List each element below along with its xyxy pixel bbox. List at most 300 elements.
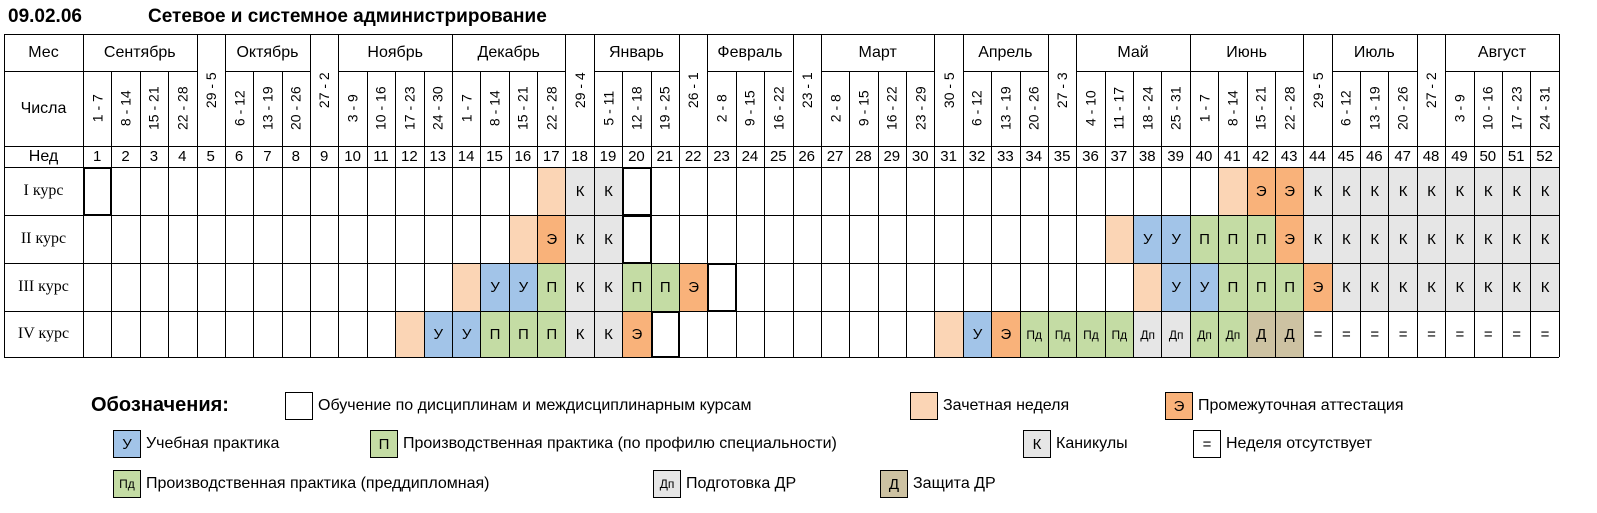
month-label: Апрель bbox=[978, 43, 1033, 61]
schedule-cell: = bbox=[1418, 312, 1445, 357]
month-label: Сентябрь bbox=[103, 43, 176, 61]
schedule-cell bbox=[510, 216, 537, 263]
grid-line bbox=[622, 262, 650, 264]
grid-line bbox=[594, 34, 595, 71]
date-range-label: 9 - 15 bbox=[855, 90, 872, 127]
schedule-cell: К bbox=[566, 264, 593, 311]
week-number: 28 bbox=[855, 148, 872, 165]
grid-line bbox=[934, 34, 935, 71]
grid-line bbox=[679, 34, 680, 71]
grid-line bbox=[4, 357, 1559, 358]
grid-line bbox=[225, 34, 226, 71]
grid-line bbox=[140, 71, 141, 357]
grid-line bbox=[622, 167, 624, 215]
month-transition-label: 29 - 4 bbox=[571, 72, 588, 108]
schedule-cell: К bbox=[1389, 168, 1416, 215]
grid-line bbox=[1020, 71, 1021, 357]
grid-line bbox=[1048, 34, 1049, 71]
schedule-cell: Д bbox=[1248, 312, 1275, 357]
grid-line bbox=[707, 310, 735, 312]
week-number: 15 bbox=[486, 148, 503, 165]
week-number: 46 bbox=[1365, 148, 1383, 165]
month-label: Май bbox=[1117, 43, 1149, 61]
date-range-label: 10 - 16 bbox=[1479, 86, 1496, 131]
schedule-cell: К bbox=[566, 312, 593, 357]
legend-label: Обучение по дисциплинам и междисциплинарным курсам bbox=[318, 397, 752, 414]
course-label: I курс bbox=[23, 182, 64, 199]
week-number: 25 bbox=[769, 148, 787, 165]
legend-swatch: Пд bbox=[113, 470, 141, 498]
schedule-cell bbox=[1134, 264, 1161, 311]
week-number: 21 bbox=[656, 148, 674, 165]
schedule-cell: = bbox=[1446, 312, 1473, 357]
legend-swatch: У bbox=[113, 430, 141, 458]
date-range-label: 8 - 14 bbox=[486, 90, 503, 127]
grid-line bbox=[1445, 71, 1446, 357]
legend-swatch bbox=[910, 392, 938, 420]
week-number: 47 bbox=[1394, 148, 1411, 165]
week-number: 3 bbox=[149, 148, 159, 165]
week-number: 9 bbox=[320, 148, 329, 165]
schedule-cell: П bbox=[1248, 216, 1275, 263]
legend-label: Производственная практика (по профилю специальности) bbox=[403, 435, 837, 452]
week-number: 10 bbox=[344, 148, 361, 165]
grid-line bbox=[594, 71, 595, 357]
grid-line bbox=[1502, 71, 1503, 357]
grid-line bbox=[1076, 71, 1077, 357]
week-number: 31 bbox=[940, 148, 957, 165]
date-range-label: 1 - 7 bbox=[458, 94, 475, 123]
schedule-cell: К bbox=[1446, 216, 1473, 263]
schedule-cell: Э bbox=[623, 312, 650, 357]
grid-line bbox=[991, 71, 992, 357]
grid-line bbox=[793, 34, 794, 71]
grid-line bbox=[594, 71, 679, 72]
date-range-label: 24 - 31 bbox=[1536, 86, 1553, 131]
schedule-cell: К bbox=[1361, 264, 1388, 311]
date-range-label: 15 - 21 bbox=[1252, 86, 1269, 131]
date-range-label: 5 - 11 bbox=[600, 91, 617, 126]
schedule-cell: У bbox=[425, 312, 452, 357]
legend-item bbox=[1193, 430, 1372, 458]
week-number: 7 bbox=[263, 148, 272, 165]
week-number: 11 bbox=[373, 148, 389, 165]
schedule-cell: К bbox=[1475, 168, 1502, 215]
grid-line bbox=[4, 34, 5, 357]
grid-line bbox=[4, 34, 1559, 35]
grid-line bbox=[367, 71, 368, 357]
grid-line bbox=[650, 167, 652, 215]
month-transition-label: 30 - 5 bbox=[940, 72, 957, 108]
schedule-cell bbox=[453, 264, 480, 311]
grid-line bbox=[1530, 71, 1531, 357]
grid-line bbox=[651, 311, 653, 357]
grid-line bbox=[1474, 71, 1475, 357]
schedule-cell: К bbox=[1475, 264, 1502, 311]
grid-line bbox=[424, 71, 425, 357]
grid-line bbox=[1388, 71, 1389, 357]
month-label: Февраль bbox=[717, 43, 783, 61]
schedule-cell: У bbox=[1162, 216, 1189, 263]
legend-item bbox=[113, 430, 279, 458]
specialty-name: Сетевое и системное администрирование bbox=[148, 6, 547, 27]
grid-line bbox=[83, 167, 111, 169]
week-number: 23 bbox=[713, 148, 730, 165]
week-number: 6 bbox=[234, 148, 244, 165]
schedule-cell: У bbox=[1134, 216, 1161, 263]
month-label: Ноябрь bbox=[367, 43, 423, 61]
month-transition-label: 27 - 3 bbox=[1054, 72, 1071, 108]
grid-line bbox=[310, 71, 311, 357]
schedule-cell: Пд bbox=[1021, 312, 1048, 357]
grid-line bbox=[1445, 34, 1446, 71]
schedule-cell: К bbox=[1418, 264, 1445, 311]
grid-line bbox=[83, 214, 111, 216]
date-range-label: 23 - 29 bbox=[912, 86, 929, 131]
date-range-label: 9 - 15 bbox=[741, 90, 758, 127]
grid-line bbox=[1332, 71, 1333, 357]
schedule-cell: К bbox=[1389, 216, 1416, 263]
week-number: 41 bbox=[1224, 148, 1241, 165]
grid-line bbox=[253, 71, 254, 357]
legend-label: Неделя отсутствует bbox=[1226, 435, 1373, 452]
schedule-cell: К bbox=[1361, 216, 1388, 263]
schedule-cell: П bbox=[1219, 216, 1246, 263]
grid-line bbox=[1133, 71, 1134, 357]
date-range-label: 25 - 31 bbox=[1167, 86, 1184, 131]
date-range-label: 20 - 26 bbox=[287, 86, 304, 131]
grid-line bbox=[282, 71, 283, 357]
week-number: 34 bbox=[1025, 148, 1043, 165]
schedule-cell: К bbox=[1446, 264, 1473, 311]
week-number: 18 bbox=[571, 148, 588, 165]
week-number: 4 bbox=[178, 148, 187, 165]
grid-line bbox=[1190, 34, 1191, 71]
grid-line bbox=[168, 71, 169, 357]
legend-label: Промежуточная аттестация bbox=[1198, 397, 1404, 414]
date-range-label: 13 - 19 bbox=[997, 86, 1014, 131]
date-range-label: 20 - 26 bbox=[1394, 86, 1411, 131]
grid-line bbox=[1048, 71, 1049, 357]
week-number: 1 bbox=[93, 148, 102, 165]
week-number: 33 bbox=[997, 148, 1014, 165]
week-number: 12 bbox=[401, 148, 418, 165]
grid-line bbox=[1559, 34, 1560, 71]
grid-line bbox=[537, 71, 538, 357]
schedule-cell: К bbox=[1531, 216, 1558, 263]
row-label-week: Нед bbox=[28, 147, 59, 165]
grid-line bbox=[622, 215, 650, 217]
date-range-label: 22 - 28 bbox=[1281, 86, 1298, 131]
grid-line bbox=[1303, 71, 1304, 357]
row-label-month: Мес bbox=[28, 43, 59, 61]
month-transition-label: 26 - 1 bbox=[685, 72, 702, 108]
grid-line bbox=[338, 34, 339, 71]
schedule-cell bbox=[1106, 216, 1133, 263]
date-range-label: 22 - 28 bbox=[174, 86, 191, 131]
row-label-dates: Числа bbox=[20, 99, 67, 117]
legend-label: Учебная практика bbox=[146, 435, 280, 452]
schedule-cell: = bbox=[1531, 312, 1558, 357]
month-transition-label: 29 - 5 bbox=[1309, 72, 1326, 108]
schedule-cell bbox=[1219, 168, 1246, 215]
month-label: Июнь bbox=[1226, 43, 1267, 61]
grid-line bbox=[622, 167, 650, 169]
grid-line bbox=[1559, 34, 1560, 357]
date-range-label: 10 - 16 bbox=[372, 86, 389, 131]
legend-label: Подготовка ДР bbox=[686, 475, 797, 492]
grid-line bbox=[707, 263, 709, 311]
date-range-label: 2 - 8 bbox=[713, 94, 730, 123]
grid-line bbox=[764, 71, 765, 357]
grid-line bbox=[1190, 71, 1191, 357]
schedule-cell: П bbox=[510, 312, 537, 357]
grid-line bbox=[509, 71, 510, 357]
week-number: 16 bbox=[514, 148, 532, 165]
schedule-cell: П bbox=[538, 264, 565, 311]
grid-line bbox=[4, 146, 1559, 147]
schedule-cell: П bbox=[1219, 264, 1246, 311]
grid-line bbox=[225, 71, 226, 357]
legend-item bbox=[1165, 392, 1404, 420]
schedule-cell: П bbox=[1248, 264, 1275, 311]
schedule-cell: = bbox=[1304, 312, 1331, 357]
week-number: 39 bbox=[1167, 148, 1184, 165]
week-number: 13 bbox=[429, 148, 447, 165]
week-number: 42 bbox=[1252, 148, 1270, 165]
schedule-cell: П bbox=[481, 312, 508, 357]
week-number: 37 bbox=[1110, 148, 1128, 165]
grid-line bbox=[1417, 34, 1418, 71]
grid-line bbox=[678, 311, 680, 357]
grid-line bbox=[1332, 71, 1417, 72]
schedule-cell: П bbox=[1191, 216, 1218, 263]
schedule-cell: К bbox=[1503, 216, 1530, 263]
course-label: III курс bbox=[18, 278, 69, 295]
schedule-cell: Дп bbox=[1219, 312, 1246, 357]
schedule-cell: К bbox=[566, 216, 593, 263]
week-number: 27 bbox=[826, 148, 844, 165]
grid-line bbox=[1360, 71, 1361, 357]
grid-line bbox=[83, 167, 85, 215]
week-number: 45 bbox=[1337, 148, 1355, 165]
week-number: 49 bbox=[1451, 148, 1468, 165]
schedule-cell: К bbox=[1503, 168, 1530, 215]
schedule-cell: Э bbox=[1276, 168, 1303, 215]
week-number: 5 bbox=[206, 148, 215, 165]
grid-line bbox=[310, 34, 311, 71]
schedule-cell: Пд bbox=[1106, 312, 1133, 357]
schedule-cell: К bbox=[1531, 264, 1558, 311]
schedule-cell: К bbox=[1333, 168, 1360, 215]
week-number: 48 bbox=[1422, 148, 1440, 165]
legend-item bbox=[370, 430, 837, 458]
date-range-label: 12 - 18 bbox=[628, 86, 645, 131]
schedule-cell: = bbox=[1361, 312, 1388, 357]
grid-line bbox=[480, 71, 481, 357]
schedule-cell: Э bbox=[1304, 264, 1331, 311]
schedule-cell: Д bbox=[1276, 312, 1303, 357]
grid-line bbox=[565, 71, 566, 357]
grid-line bbox=[1161, 71, 1162, 357]
grid-line bbox=[452, 34, 453, 71]
schedule-cell: У bbox=[1162, 264, 1189, 311]
schedule-cell bbox=[538, 168, 565, 215]
grid-line bbox=[110, 167, 112, 215]
legend-item bbox=[1023, 430, 1128, 458]
schedule-cell: К bbox=[595, 168, 622, 215]
legend-label: Каникулы bbox=[1056, 435, 1128, 452]
schedule-cell: К bbox=[595, 216, 622, 263]
date-range-label: 13 - 19 bbox=[259, 86, 276, 131]
legend bbox=[0, 380, 1597, 513]
schedule-cell: Э bbox=[680, 264, 707, 311]
month-label: Январь bbox=[608, 43, 664, 61]
week-number: 40 bbox=[1195, 148, 1213, 165]
grid-line bbox=[707, 34, 708, 71]
month-transition-label: 29 - 5 bbox=[202, 72, 219, 108]
schedule-cell: Пд bbox=[1049, 312, 1076, 357]
week-number: 32 bbox=[968, 148, 986, 165]
date-range-label: 22 - 28 bbox=[543, 86, 560, 131]
schedule-cell: П bbox=[623, 264, 650, 311]
week-number: 36 bbox=[1082, 148, 1099, 165]
grid-line bbox=[4, 311, 1559, 312]
schedule-cell: К bbox=[1304, 168, 1331, 215]
date-range-label: 19 - 25 bbox=[656, 86, 673, 131]
schedule-cell: К bbox=[566, 168, 593, 215]
schedule-cell: Э bbox=[538, 216, 565, 263]
course-label: IV курс bbox=[17, 325, 70, 342]
grid-line bbox=[1417, 71, 1418, 357]
grid-line bbox=[1332, 34, 1333, 71]
date-range-label: 2 - 8 bbox=[827, 94, 844, 123]
grid-line bbox=[651, 356, 679, 358]
grid-line bbox=[1218, 71, 1219, 357]
grid-line bbox=[934, 71, 935, 357]
legend-item bbox=[653, 470, 796, 498]
schedule-cell: Э bbox=[992, 312, 1019, 357]
grid-line bbox=[878, 71, 879, 357]
date-range-label: 11 - 17 bbox=[1110, 87, 1127, 130]
schedule-cell: Э bbox=[1276, 216, 1303, 263]
date-range-label: 15 - 21 bbox=[145, 86, 162, 131]
schedule-cell: = bbox=[1503, 312, 1530, 357]
grid-line bbox=[963, 71, 1048, 72]
week-number: 20 bbox=[628, 148, 645, 165]
week-number: 30 bbox=[911, 148, 929, 165]
schedule-cell: У bbox=[510, 264, 537, 311]
course-label: II курс bbox=[20, 230, 67, 247]
grid-line bbox=[1275, 71, 1276, 357]
schedule-cell: = bbox=[1333, 312, 1360, 357]
date-range-label: 17 - 23 bbox=[401, 86, 418, 131]
schedule-cell: К bbox=[1418, 168, 1445, 215]
date-range-label: 24 - 30 bbox=[429, 86, 446, 131]
legend-swatch: = bbox=[1193, 430, 1221, 458]
date-range-label: 6 - 12 bbox=[968, 90, 985, 127]
month-label: Октябрь bbox=[236, 43, 299, 61]
schedule-cell: = bbox=[1475, 312, 1502, 357]
week-number: 43 bbox=[1280, 148, 1298, 165]
grid-line bbox=[395, 71, 396, 357]
grid-line bbox=[197, 34, 198, 71]
date-range-label: 3 - 9 bbox=[344, 94, 361, 123]
date-range-label: 16 - 22 bbox=[770, 86, 787, 131]
grid-line bbox=[707, 71, 708, 357]
week-number: 35 bbox=[1053, 148, 1071, 165]
month-label: Март bbox=[858, 43, 897, 61]
week-number: 26 bbox=[798, 148, 816, 165]
week-number: 44 bbox=[1309, 148, 1326, 165]
grid-line bbox=[1105, 71, 1106, 357]
grid-line bbox=[452, 71, 453, 357]
date-range-label: 8 - 14 bbox=[1224, 90, 1241, 127]
grid-line bbox=[735, 263, 737, 311]
schedule-cell: К bbox=[1333, 216, 1360, 263]
date-range-label: 18 - 24 bbox=[1139, 86, 1156, 131]
date-range-label: 4 - 10 bbox=[1082, 90, 1099, 127]
week-number: 2 bbox=[121, 148, 130, 165]
schedule-cell: У bbox=[964, 312, 991, 357]
date-range-label: 6 - 12 bbox=[231, 90, 248, 127]
legend-item bbox=[910, 392, 1069, 420]
week-number: 51 bbox=[1507, 148, 1525, 165]
grid-line bbox=[821, 71, 822, 357]
schedule-cell: К bbox=[1304, 216, 1331, 263]
legend-swatch: К bbox=[1023, 430, 1051, 458]
week-number: 52 bbox=[1536, 148, 1553, 165]
week-number: 50 bbox=[1479, 148, 1497, 165]
legend-item bbox=[880, 470, 996, 498]
schedule-cell: Дп bbox=[1191, 312, 1218, 357]
week-number: 22 bbox=[684, 148, 702, 165]
legend-swatch: Д bbox=[880, 470, 908, 498]
grid-line bbox=[650, 215, 652, 263]
schedule-cell: Пд bbox=[1077, 312, 1104, 357]
grid-line bbox=[225, 71, 310, 72]
schedule-cell bbox=[935, 312, 962, 357]
schedule-cell: У bbox=[481, 264, 508, 311]
grid-line bbox=[1076, 34, 1077, 71]
grid-line bbox=[4, 263, 1559, 264]
grid-line bbox=[4, 71, 83, 72]
week-number: 8 bbox=[291, 148, 301, 165]
schedule-cell: К bbox=[1446, 168, 1473, 215]
grid-line bbox=[707, 71, 792, 72]
legend-label: Зачетная неделя bbox=[943, 397, 1070, 414]
grid-line bbox=[906, 71, 907, 357]
schedule-cell: К bbox=[1475, 216, 1502, 263]
date-range-label: 1 - 7 bbox=[89, 94, 106, 123]
grid-line bbox=[565, 34, 566, 71]
date-range-label: 17 - 23 bbox=[1508, 86, 1525, 131]
grid-line bbox=[651, 311, 679, 313]
specialty-code: 09.02.06 bbox=[8, 6, 82, 27]
schedule-cell: К bbox=[595, 312, 622, 357]
schedule-cell: К bbox=[1333, 264, 1360, 311]
date-range-label: 8 - 14 bbox=[117, 90, 134, 127]
date-range-label: 15 - 21 bbox=[514, 86, 531, 131]
week-number: 17 bbox=[542, 148, 560, 165]
week-number: 29 bbox=[883, 148, 901, 165]
legend-swatch bbox=[285, 392, 313, 420]
month-transition-label: 23 - 1 bbox=[798, 72, 815, 108]
legend-label: Производственная практика (преддипломная) bbox=[146, 475, 490, 492]
legend-swatch: П bbox=[370, 430, 398, 458]
grid-line bbox=[793, 71, 794, 357]
schedule-cell: Дп bbox=[1162, 312, 1189, 357]
